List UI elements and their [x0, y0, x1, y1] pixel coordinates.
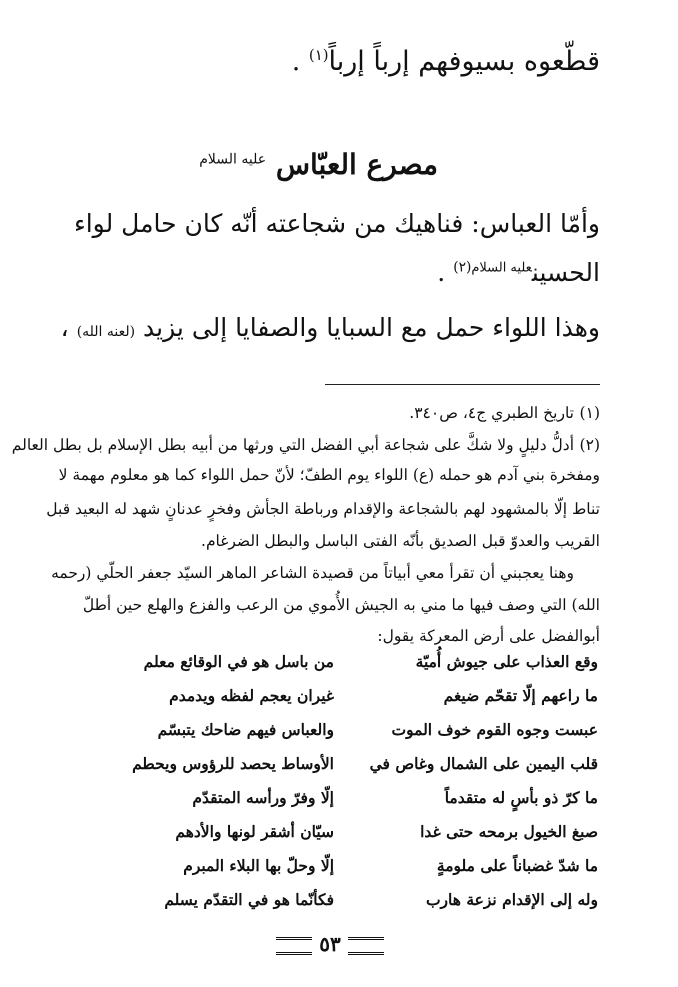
top-line-end: . [291, 46, 309, 77]
curse-note: (لعنه الله) [76, 324, 136, 340]
footnote-1-number: (١) [579, 404, 600, 422]
top-text-line [292, 46, 600, 77]
footnote-2-line-7: أبوالفضل على أرض المعركة يقول: [377, 627, 600, 645]
body-line-3 [61, 313, 600, 342]
body-line-2-end: . [437, 258, 454, 287]
ornament-left [276, 937, 312, 955]
footnote-2-line-3: تناط إلّا بالمشهود لهم بالشجاعة والإقدام ورباطة الجأش وفخرٍ عدنانٍ شهد له البعيد قبل [46, 500, 600, 518]
footnote-2-line-4: القريب والعدوّ قبل الصديق بأنّه الفتى الباسل والبطل الضرغام. [201, 532, 600, 550]
verse-first-hemistich: وقع العذاب على جيوش أُميّة [415, 652, 598, 671]
footnote-2-line-2: ومفخرة بني آدم هو حمله (ع) اللواء يوم الطفّ؛ لأنّ حمل اللواء كما هو معلوم مهمة لا [58, 466, 600, 484]
footnote-2-line-6: الله) التي وصف فيها ما مني به الجيش الأُموي من الرعب والفزع والهلع حين أطلّ [82, 596, 600, 614]
poem-verse [84, 686, 598, 720]
footnote-1-text: تاريخ الطبري ج٤، ص٣٤٠. [409, 404, 574, 422]
heading-title: مصرع العبّاس [275, 148, 438, 181]
verse-second-hemistich: سيّان أشقر لونها والأدهم [175, 822, 334, 841]
top-line-text: قطّعوه بسيوفهم إرباً إرباً [328, 46, 600, 77]
poem-verse [84, 822, 598, 856]
poem-verse [84, 754, 598, 788]
poem-verse [84, 788, 598, 822]
verse-first-hemistich: ما كرّ ذو بأسٍ له متقدماً [444, 788, 598, 807]
footnote-2-number: (٢) [579, 436, 600, 454]
verse-first-hemistich: صبغ الخيول برمحه حتى غدا [420, 822, 598, 841]
footnote-2-text-1: أدلُّ دليلٍ ولا شكَّ على شجاعة أبي الفضل التي ورثها من أبيه بطل الإسلام بل بطل العالم [11, 436, 574, 454]
verse-first-hemistich: عبست وجوه القوم خوف الموت [391, 720, 598, 739]
footnote-2-line-1 [11, 436, 600, 454]
poem-verse [84, 856, 598, 890]
verse-first-hemistich: ما راعهم إلّا تقحّم ضيغم [443, 686, 598, 705]
footnote-2-line-5: وهنا يعجبني أن تقرأ معي أبياتاً من قصيدة الشاعر الماهر السيّد جعفر الحلّي (رحمه [51, 564, 574, 582]
verse-second-hemistich: من باسل هو في الوقائع معلم [143, 652, 334, 671]
verse-second-hemistich: فكأنّما هو في التقدّم يسلم [164, 890, 334, 909]
body-line-2-text: الحسين [531, 258, 600, 287]
verse-second-hemistich: غيران يعجم لفظه ويدمدم [169, 686, 334, 705]
page-number-footer [270, 932, 390, 956]
page-number: ٥٣ [319, 932, 341, 956]
footnote-ref-1: (١) [308, 46, 329, 64]
poem-verse [84, 652, 598, 686]
verse-second-hemistich: الأوساط يحصد للرؤوس ويحطم [132, 754, 334, 773]
poem-verse [84, 890, 598, 924]
verse-first-hemistich: قلب اليمين على الشمال وغاص في [369, 754, 598, 773]
body-line-2 [437, 258, 600, 287]
section-heading [199, 148, 438, 181]
ornament-right [348, 937, 384, 955]
body-line-1: وأمّا العباس: فناهيك من شجاعته أنّه كان حامل لواء [73, 209, 600, 238]
verse-second-hemistich: إلّا وحلّ بها البلاء المبرم [183, 856, 334, 875]
footnote-1 [74, 406, 600, 422]
footnote-ref-2: (٢) [453, 259, 472, 276]
verse-second-hemistich: إلّا وفرّ ورأسه المتقدّم [192, 788, 334, 807]
verse-first-hemistich: وله إلى الإقدام نزعة هارب [425, 890, 598, 909]
footnote-separator [325, 384, 600, 385]
honorific-mark: عليه السلام [199, 151, 267, 168]
poem-verse [84, 720, 598, 754]
verse-second-hemistich: والعباس فيهم ضاحك يتبسّم [157, 720, 334, 739]
verse-first-hemistich: ما شدّ غضباناً على ملومةٍ [436, 856, 598, 875]
body-line-3-end: ، [60, 313, 77, 342]
body-line-3-text: وهذا اللواء حمل مع السبايا والصفايا إلى يزيد [135, 313, 600, 342]
honorific-inline: عليه السلام [471, 260, 532, 276]
